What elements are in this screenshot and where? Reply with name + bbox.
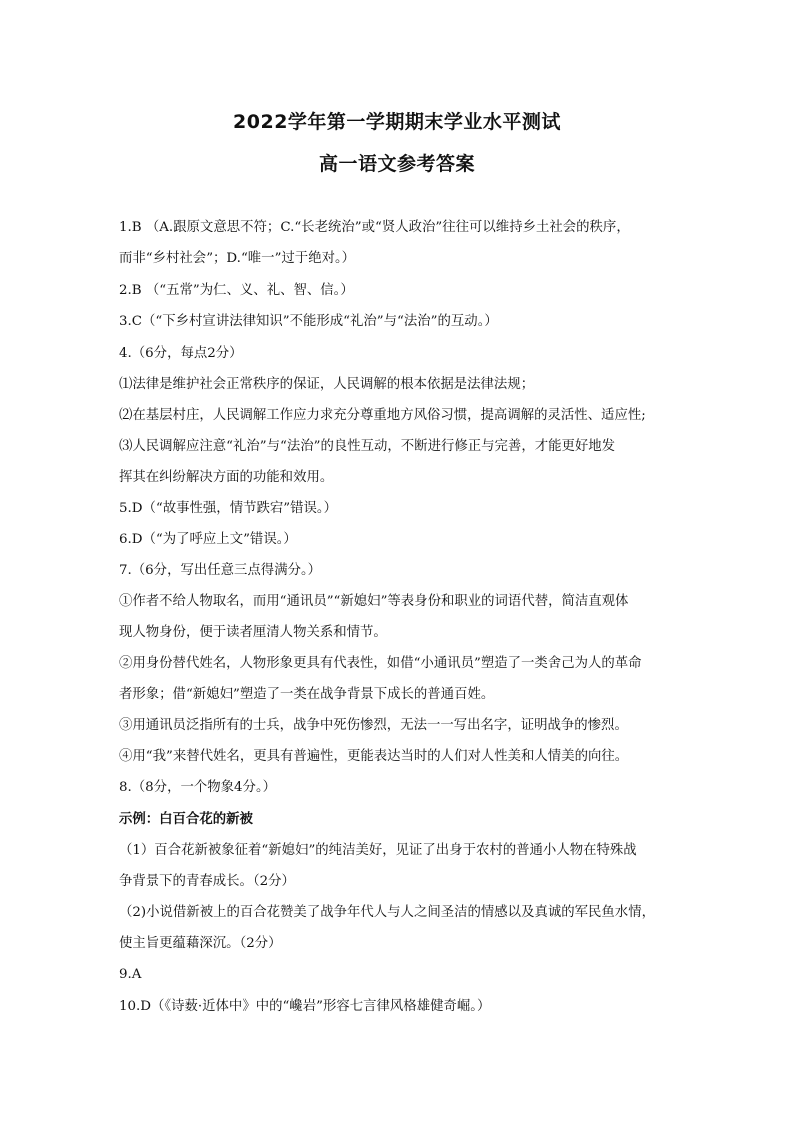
answer-4-point-3-line-1: ⑶人民调解应注意“礼治”与“法治”的良性互动，不断进行修正与完善，才能更好地发 bbox=[119, 439, 616, 454]
document-title: 2022学年第一学期期末学业水平测试 bbox=[233, 111, 561, 133]
answer-4-point-1: ⑴法律是维护社会正常秩序的保证，人民调解的根本依据是法律法规； bbox=[119, 377, 535, 392]
answer-1-line-1: 1.B （A.跟原文意思不符；C.“长老统治”或“贤人政治”往往可以维持乡土社会的秩序， bbox=[119, 220, 630, 235]
answer-7-point-2-line-2: 者形象；借“新媳妇”塑造了一类在战争背景下成长的普通百姓。 bbox=[119, 687, 495, 702]
answer-4-point-2: ⑵在基层村庄，人民调解工作应力求充分尊重地方风俗习惯，提高调解的灵活性、适应性; bbox=[119, 408, 646, 423]
answer-8-heading: 8.（8分，一个物象4分。） bbox=[119, 780, 277, 795]
answer-7-point-1-line-2: 现人物身份，便于读者厘清人物关系和情节。 bbox=[119, 625, 387, 640]
answer-3-line: 3.C（“下乡村宣讲法律知识”不能形成“礼治”与“法治”的互动。） bbox=[119, 314, 498, 329]
answer-8-point-1-line-2: 争背景下的青春成长。（2分） bbox=[119, 874, 295, 889]
answer-7-point-2-line-1: ②用身份替代姓名，人物形象更具有代表性，如借“小通讯员”塑造了一类舍己为人的革命 bbox=[119, 656, 642, 671]
answer-7-point-3: ③用通讯员泛指所有的士兵，战争中死伤惨烈，无法一一写出名字，证明战争的惨烈。 bbox=[119, 718, 628, 733]
answer-4-heading: 4.（6分，每点2分） bbox=[119, 346, 243, 361]
answer-2-line: 2.B （“五常”为仁、义、礼、智、信。） bbox=[119, 283, 354, 298]
answer-9-line: 9.A bbox=[119, 967, 142, 982]
answer-1-line-2: 而非“乡村社会”；D.“唯一”过于绝对。） bbox=[119, 251, 356, 266]
answer-8-point-2-line-1: （2)小说借新被上的百合花赞美了战争年代人与人之间圣洁的情感以及真诚的军民鱼水情， bbox=[119, 905, 655, 920]
answer-10-line: 10.D（《诗薮·近体中》中的“巉岩”形容七言律风格雄健奇崛。） bbox=[119, 999, 491, 1014]
answer-7-heading: 7.（6分，写出任意三点得满分。） bbox=[119, 563, 322, 578]
document-subtitle: 高一语文参考答案 bbox=[318, 153, 475, 175]
answer-4-point-3-line-2: 挥其在纠纷解决方面的功能和效用。 bbox=[119, 470, 334, 485]
answer-5-line: 5.D（“故事性强，情节跌宕”错误。） bbox=[119, 501, 337, 516]
answer-8-point-1-line-1: （1）百合花新被象征着“新媳妇”的纯洁美好，见证了出身于农村的普通小人物在特殊战 bbox=[119, 843, 637, 858]
answer-8-point-2-line-2: 使主旨更蕴藉深沉。（2分） bbox=[119, 936, 282, 951]
answer-8-example-label: 示例：白百合花的新被 bbox=[119, 812, 253, 827]
answer-7-point-1-line-1: ①作者不给人物取名，而用“通讯员”“新媳妇”等表身份和职业的词语代替，简洁直观体 bbox=[119, 594, 629, 609]
answer-7-point-4: ④用“我”来替代姓名，更具有普遍性，更能表达当时的人们对人性美和人情美的向往。 bbox=[119, 749, 629, 764]
answer-6-line: 6.D（“为了呼应上文”错误。） bbox=[119, 532, 297, 547]
